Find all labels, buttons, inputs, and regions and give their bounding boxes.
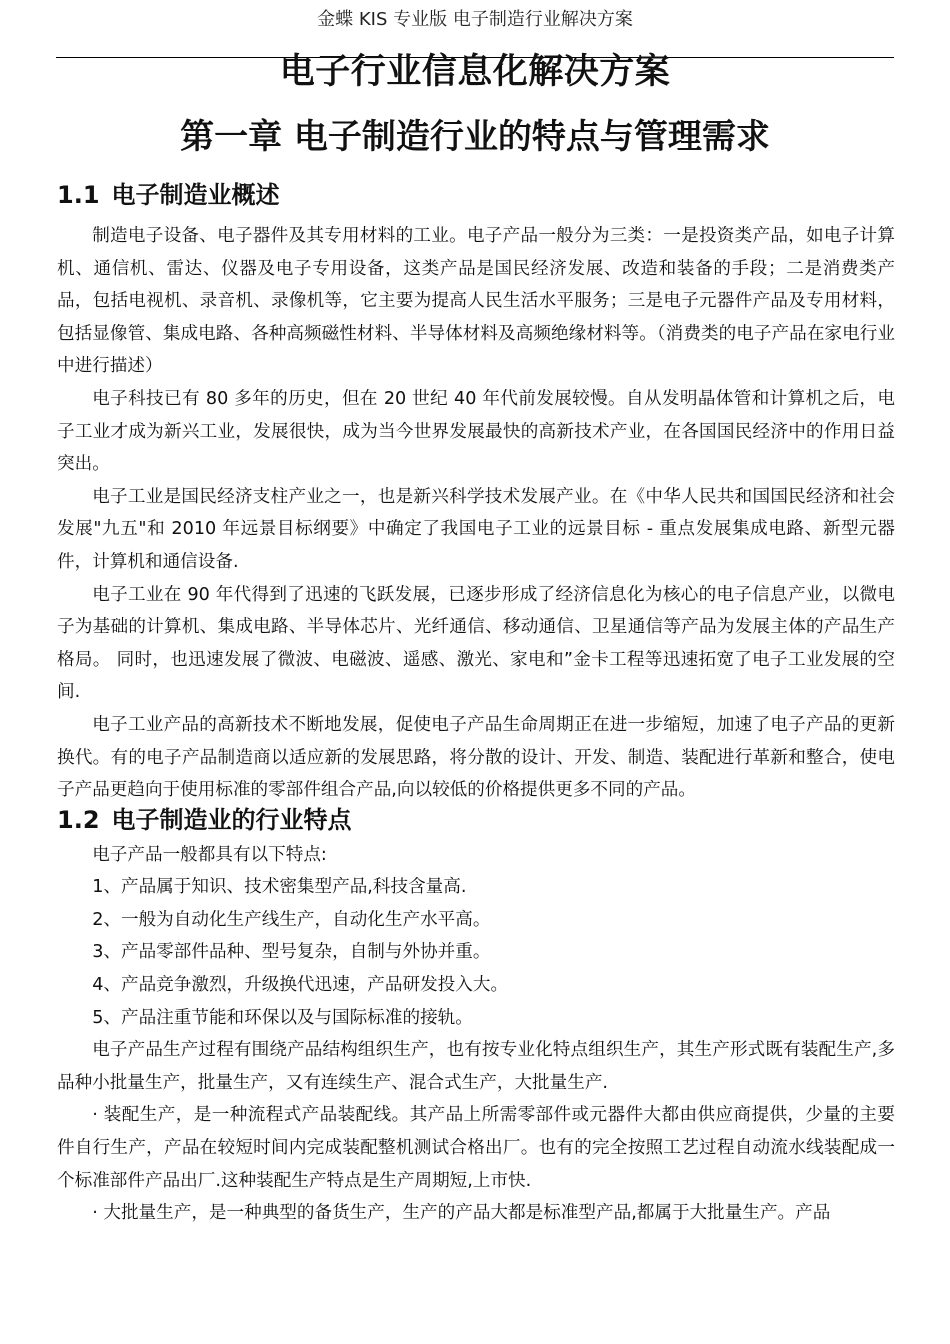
chapter-title: 第一章 电子制造行业的特点与管理需求 bbox=[180, 117, 770, 157]
list-item: 5、产品注重节能和环保以及与国际标准的接轨。 bbox=[92, 1007, 473, 1028]
paragraph: 电子工业产品的高新技术不断地发展，促使电子产品生命周期正在进一步缩短，加速了电子产品的更新换代。有的电子产品制造商以适应新的发展思路，将分散的设计、开发、制造、装配进行革新和整合，使电子产品更趋向于使用标准的零部件组合产品,向以较低的价格提供更多不同的产品。 bbox=[57, 714, 895, 801]
section-number: 1.2 bbox=[57, 805, 100, 834]
paragraph: 电子产品生产过程有围绕产品结构组织生产，也有按专业化特点组织生产，其生产形式既有装配生产,多品种小批量生产，批量生产，又有连续生产、混合式生产，大批量生产. bbox=[57, 1040, 895, 1093]
paragraph: · 装配生产，是一种流程式产品装配线。其产品上所需零部件或元器件大都由供应商提供，少量的主要件自行生产，产品在较短时间内完成装配整机测试合格出厂。也有的完全按照工艺过程自动流水线装配成一个标准部件产品出厂.这种装配生产特点是生产周期短,上市快. bbox=[57, 1105, 895, 1191]
paragraph: 电子工业是国民经济支柱产业之一，也是新兴科学技术发展产业。在《中华人民共和国国民经济和社会发展"九五"和 2010 年远景目标纲要》中确定了我国电子工业的远景目标 - 重点发展集成电路、新型元器件，计算机和通信设备. bbox=[57, 486, 895, 572]
list-item: 2、一般为自动化生产线生产，自动化生产水平高。 bbox=[92, 909, 491, 930]
paragraph: 制造电子设备、电子器件及其专用材料的工业。电子产品一般分为三类：一是投资类产品，如电子计算机、通信机、雷达、仪器及电子专用设备，这类产品是国民经济发展、改造和装备的手段；二是消费类产品，包括电视机、录音机、录像机等，它主要为提高人民生活水平服务；三是电子元器件产品及专用材料，包括显像管、集成电路、各种高频磁性材料、半导体材料及高频绝缘材料等。（消费类的电子产品在家电行业中进行描述） bbox=[57, 226, 895, 377]
document-title: 电子行业信息化解决方案 bbox=[279, 52, 671, 92]
paragraph: 电子工业在 90 年代得到了迅速的飞跃发展，已逐步形成了经济信息化为核心的电子信息产业，以微电子为基础的计算机、集成电路、半导体芯片、光纤通信、移动通信、卫星通信等产品为发展主体的产品生产格局。 同时，也迅速发展了微波、电磁波、遥感、激光、家电和”金卡工程等迅速拓宽了电子工业发展的空间. bbox=[57, 584, 895, 703]
paragraph: · 大批量生产，是一种典型的备货生产，生产的产品大都是标准型产品,都属于大批量生产。产品 bbox=[92, 1203, 831, 1224]
list-item: 4、产品竞争激烈，升级换代迅速，产品研发投入大。 bbox=[92, 975, 509, 996]
section-title: 电子制造业概述 bbox=[111, 181, 280, 209]
section-intro: 电子产品一般都具有以下特点: bbox=[92, 844, 327, 865]
running-header: 金蝶 KIS 专业版 电子制造行业解决方案 bbox=[317, 9, 633, 30]
document-body bbox=[57, 178, 895, 1230]
list-item: 3、产品零部件品种、型号复杂，自制与外协并重。 bbox=[92, 942, 491, 963]
section-heading-1-2 bbox=[57, 803, 895, 837]
paragraph: 电子科技已有 80 多年的历史，但在 20 世纪 40 年代前发展较慢。自从发明晶体管和计算机之后，电子工业才成为新兴工业，发展很快，成为当今世界发展最快的高新技术产业，在各国国民经济中的作用日益突出。 bbox=[57, 388, 895, 475]
section-number: 1.1 bbox=[57, 181, 100, 209]
list-item: 1、产品属于知识、技术密集型产品,科技含量高. bbox=[92, 877, 467, 898]
section-heading-1-1 bbox=[57, 178, 895, 212]
section-title: 电子制造业的行业特点 bbox=[111, 805, 352, 834]
